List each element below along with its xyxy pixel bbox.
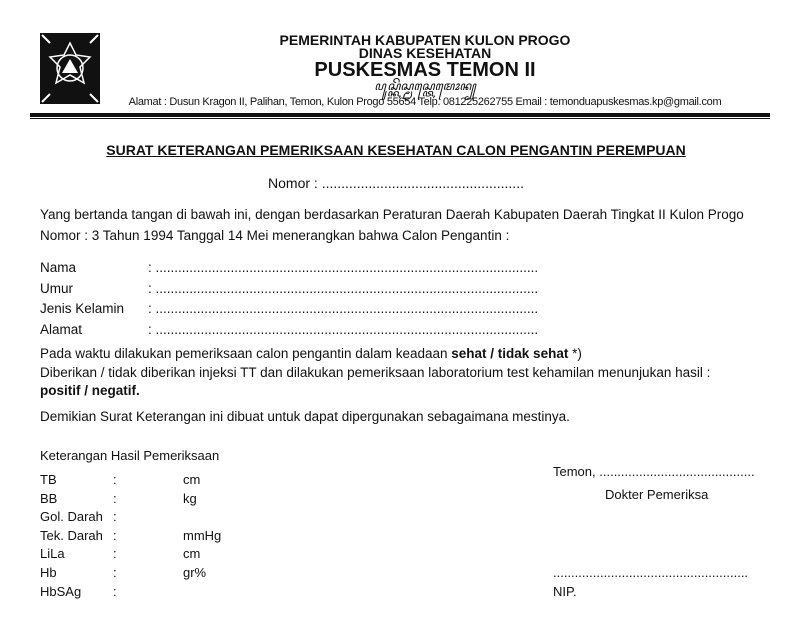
result-unit: cm: [183, 546, 201, 562]
result-colon: :: [113, 472, 117, 487]
logo-emblem: [40, 33, 100, 104]
result-unit: mmHg: [183, 527, 222, 543]
result-unit: gr%: [183, 565, 207, 580]
pregnancy-result-options: positif / negatif.: [40, 383, 140, 398]
result-unit: cm: [183, 472, 201, 487]
field-value-address: : ......................................................................................................: [148, 322, 539, 337]
result-label: Hb: [40, 565, 57, 580]
header-government: PEMERINTAH KABUPATEN KULON PROGO: [279, 32, 571, 48]
result-colon: :: [113, 490, 117, 506]
result-label: LiLa: [40, 546, 65, 562]
signature-nip: NIP.: [553, 584, 577, 599]
health-status-line: [40, 347, 582, 361]
header-divider: [30, 113, 770, 117]
health-status-text: Pada waktu dilakukan pemeriksaan calon pengantin dalam keadaan: [40, 346, 452, 361]
field-label-age: Umur: [40, 281, 73, 296]
closing-statement: Demikian Surat Keterangan ini dibuat untuk dapat dipergunakan sebagaimana mestinya.: [40, 409, 570, 424]
result-label: BB: [40, 490, 58, 506]
results-title: Keterangan Hasil Pemeriksaan: [40, 448, 220, 463]
injection-line: Diberikan / tidak diberikan injeksi TT dan dilakukan pemeriksaan laboratorium test kehamilan menunjukan hasil :: [40, 365, 711, 380]
field-value-age: : ......................................................................................................: [148, 281, 539, 296]
document-number: Nomor : ....................................................: [268, 175, 524, 191]
field-value-name: : ......................................................................................................: [148, 260, 539, 275]
signature-place-date: Temon, ...........................................: [553, 464, 755, 479]
intro-line-1: Yang bertanda tangan di bawah ini, dengan berdasarkan Peraturan Daerah Kabupaten Daerah Tingkat II Kulon Progo: [40, 207, 744, 222]
signature-role: Dokter Pemeriksa: [605, 487, 709, 502]
result-label: Tek. Darah: [40, 527, 103, 543]
result-label: Gol. Darah: [40, 509, 103, 525]
header-department: DINAS KESEHATAN: [358, 45, 492, 61]
health-status-note: *): [568, 346, 582, 361]
result-colon: :: [113, 565, 117, 580]
field-value-gender: : ......................................................................................................: [148, 301, 539, 316]
header-institution: PUSKESMAS TEMON II: [314, 59, 536, 81]
document-title: SURAT KETERANGAN PEMERIKSAAN KESEHATAN CALON PENGANTIN PEREMPUAN: [106, 142, 686, 158]
result-colon: :: [113, 583, 117, 599]
result-colon: :: [113, 527, 117, 543]
result-colon: :: [113, 546, 117, 562]
result-colon: :: [113, 509, 117, 525]
field-label-gender: Jenis Kelamin: [40, 301, 125, 316]
field-label-address: Alamat: [40, 322, 83, 337]
header-divider-thin: [30, 118, 770, 119]
result-unit: kg: [183, 490, 197, 506]
result-label: HbSAg: [40, 583, 82, 599]
result-label: TB: [40, 472, 57, 487]
health-status-options: sehat / tidak sehat: [451, 346, 569, 361]
signature-name-line: ......................................................: [553, 565, 749, 580]
header-javanese-script: ꦥꦸꦱ꧀ꦏꦼꦱ꧀ꦩꦱ꧀ꦠꦺꦩꦺꦴꦤ꧀: [374, 79, 476, 93]
header-address: Alamat : Dusun Kragon II, Palihan, Temon, Kulon Progo 55654 Telp. 081225262755 Email : temonduapuskesmas.kp@gmail.com: [128, 96, 722, 108]
intro-line-2: Nomor : 3 Tahun 1994 Tanggal 14 Mei menerangkan bahwa Calon Pengantin :: [40, 228, 510, 243]
field-label-name: Nama: [40, 260, 77, 275]
